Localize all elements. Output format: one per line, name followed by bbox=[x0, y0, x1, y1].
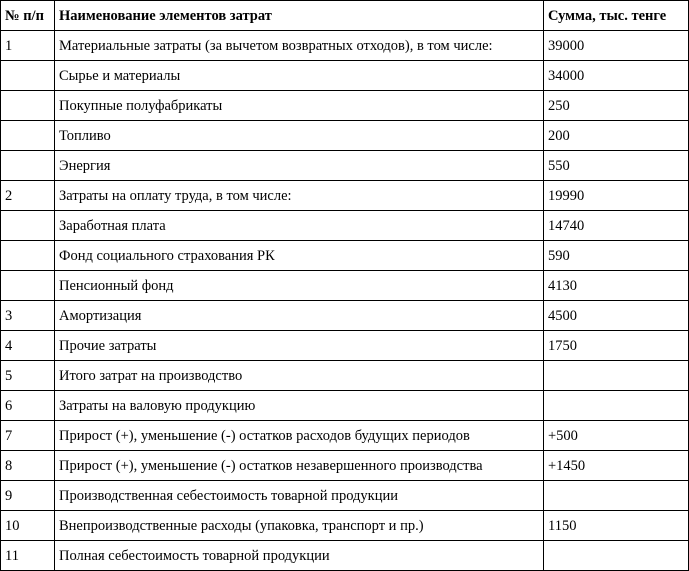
row-amount: 4130 bbox=[544, 271, 689, 301]
row-cost-element: Прирост (+), уменьшение (-) остатков незавершенного производства bbox=[55, 451, 544, 481]
row-number: 8 bbox=[1, 451, 55, 481]
row-cost-element: Заработная плата bbox=[55, 211, 544, 241]
row-number: 5 bbox=[1, 361, 55, 391]
table-row bbox=[1, 451, 689, 481]
row-cost-element: Фонд социального страхования РК bbox=[55, 241, 544, 271]
row-cost-element: Амортизация bbox=[55, 301, 544, 331]
row-cost-element: Покупные полуфабрикаты bbox=[55, 91, 544, 121]
row-cost-element: Затраты на валовую продукцию bbox=[55, 391, 544, 421]
row-amount: 1750 bbox=[544, 331, 689, 361]
row-number bbox=[1, 241, 55, 271]
table-row bbox=[1, 331, 689, 361]
table-row bbox=[1, 301, 689, 331]
row-amount bbox=[544, 481, 689, 511]
row-cost-element: Итого затрат на производство bbox=[55, 361, 544, 391]
row-amount: 250 bbox=[544, 91, 689, 121]
row-amount: 590 bbox=[544, 241, 689, 271]
row-cost-element: Энергия bbox=[55, 151, 544, 181]
row-amount bbox=[544, 541, 689, 571]
table-row bbox=[1, 481, 689, 511]
row-cost-element: Прочие затраты bbox=[55, 331, 544, 361]
row-amount: 39000 bbox=[544, 31, 689, 61]
row-cost-element: Материальные затраты (за вычетом возвратных отходов), в том числе: bbox=[55, 31, 544, 61]
row-cost-element: Производственная себестоимость товарной продукции bbox=[55, 481, 544, 511]
row-number: 9 bbox=[1, 481, 55, 511]
table-row bbox=[1, 391, 689, 421]
row-number bbox=[1, 211, 55, 241]
row-number: 10 bbox=[1, 511, 55, 541]
table-row bbox=[1, 271, 689, 301]
row-amount bbox=[544, 391, 689, 421]
table-row bbox=[1, 361, 689, 391]
row-number: 7 bbox=[1, 421, 55, 451]
row-number: 3 bbox=[1, 301, 55, 331]
table-body bbox=[1, 31, 689, 571]
table-row bbox=[1, 211, 689, 241]
row-amount: 34000 bbox=[544, 61, 689, 91]
row-amount: 1150 bbox=[544, 511, 689, 541]
row-cost-element: Прирост (+), уменьшение (-) остатков расходов будущих периодов bbox=[55, 421, 544, 451]
row-cost-element: Топливо bbox=[55, 121, 544, 151]
row-number bbox=[1, 151, 55, 181]
row-number bbox=[1, 91, 55, 121]
header-number: № п/п bbox=[1, 1, 55, 31]
table-row bbox=[1, 121, 689, 151]
table-row bbox=[1, 511, 689, 541]
row-number: 4 bbox=[1, 331, 55, 361]
row-number: 6 bbox=[1, 391, 55, 421]
row-amount: 14740 bbox=[544, 211, 689, 241]
row-amount: 200 bbox=[544, 121, 689, 151]
table-row bbox=[1, 421, 689, 451]
table-row bbox=[1, 61, 689, 91]
table-row bbox=[1, 241, 689, 271]
header-cost-element: Наименование элементов затрат bbox=[55, 1, 544, 31]
table-header-row bbox=[1, 1, 689, 31]
row-amount: +500 bbox=[544, 421, 689, 451]
row-cost-element: Полная себестоимость товарной продукции bbox=[55, 541, 544, 571]
table-row bbox=[1, 91, 689, 121]
row-amount: 19990 bbox=[544, 181, 689, 211]
row-cost-element: Сырье и материалы bbox=[55, 61, 544, 91]
row-number bbox=[1, 271, 55, 301]
row-cost-element: Пенсионный фонд bbox=[55, 271, 544, 301]
row-number bbox=[1, 121, 55, 151]
row-amount: 550 bbox=[544, 151, 689, 181]
row-amount bbox=[544, 361, 689, 391]
row-number: 1 bbox=[1, 31, 55, 61]
table-row bbox=[1, 151, 689, 181]
row-number bbox=[1, 61, 55, 91]
table-row bbox=[1, 31, 689, 61]
row-amount: 4500 bbox=[544, 301, 689, 331]
table-row bbox=[1, 181, 689, 211]
table-row bbox=[1, 541, 689, 571]
row-number: 11 bbox=[1, 541, 55, 571]
row-number: 2 bbox=[1, 181, 55, 211]
row-cost-element: Затраты на оплату труда, в том числе: bbox=[55, 181, 544, 211]
row-cost-element: Внепроизводственные расходы (упаковка, транспорт и пр.) bbox=[55, 511, 544, 541]
header-amount: Сумма, тыс. тенге bbox=[544, 1, 689, 31]
row-amount: +1450 bbox=[544, 451, 689, 481]
